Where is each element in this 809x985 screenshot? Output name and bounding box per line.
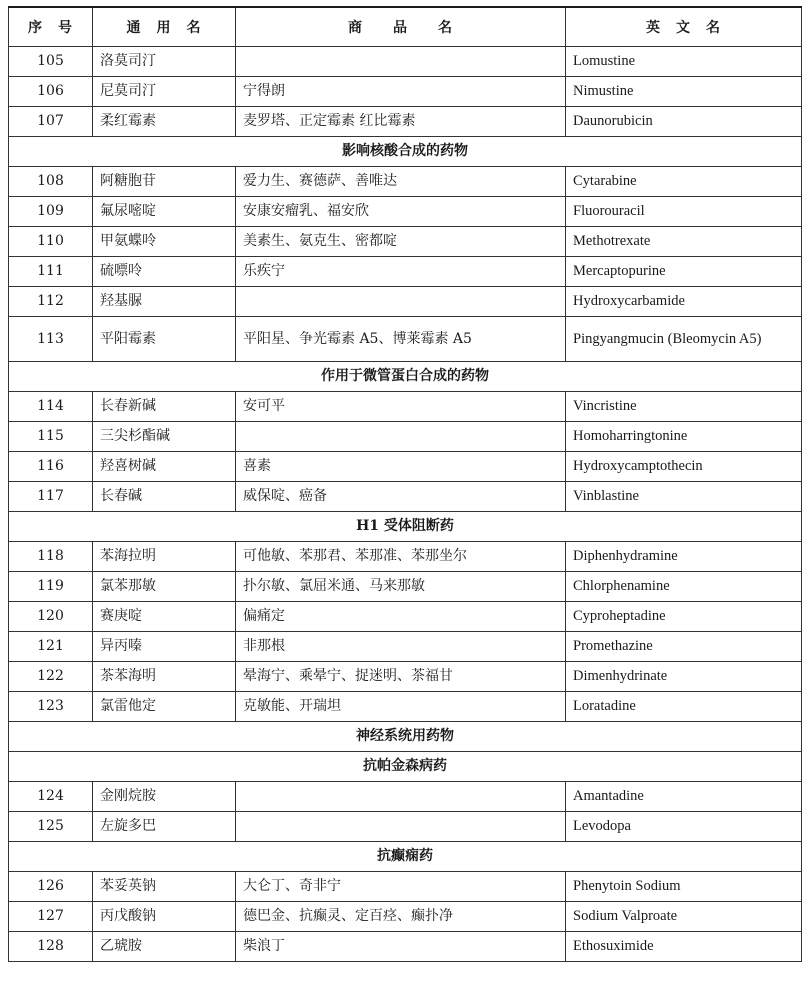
trade-name-cell: 偏痛定 [236, 602, 566, 632]
row-number: 109 [9, 197, 93, 227]
english-name-cell: Vinblastine [566, 482, 802, 512]
trade-name-cell: 安康安瘤乳、福安欣 [236, 197, 566, 227]
table-row [9, 662, 802, 692]
english-name-cell: Fluorouracil [566, 197, 802, 227]
generic-name-cell: 羟基脲 [93, 287, 236, 317]
trade-name-cell [236, 422, 566, 452]
english-name-cell: Cytarabine [566, 167, 802, 197]
row-number: 125 [9, 812, 93, 842]
generic-name-cell: 羟喜树碱 [93, 452, 236, 482]
english-name-cell: Hydroxycarbamide [566, 287, 802, 317]
section-header-row [9, 137, 802, 167]
trade-name-cell: 爱力生、赛德萨、善唯达 [236, 167, 566, 197]
english-name-cell: Sodium Valproate [566, 902, 802, 932]
table-row [9, 77, 802, 107]
table-row [9, 602, 802, 632]
trade-name-cell: 宁得朗 [236, 77, 566, 107]
row-number: 119 [9, 572, 93, 602]
row-number: 106 [9, 77, 93, 107]
table-row [9, 542, 802, 572]
english-name-cell: Cyproheptadine [566, 602, 802, 632]
english-name-cell: Pingyangmucin (Bleomycin A5) [566, 317, 802, 362]
table-row [9, 167, 802, 197]
generic-name-cell: 赛庚啶 [93, 602, 236, 632]
english-name-cell: Vincristine [566, 392, 802, 422]
english-name-cell: Hydroxycamptothecin [566, 452, 802, 482]
row-number: 108 [9, 167, 93, 197]
trade-name-cell [236, 812, 566, 842]
generic-name-cell: 洛莫司汀 [93, 47, 236, 77]
generic-name-cell: 苯海拉明 [93, 542, 236, 572]
trade-name-cell: 非那根 [236, 632, 566, 662]
row-number: 113 [9, 317, 93, 362]
table-row [9, 572, 802, 602]
section-title: 神经系统用药物 [9, 722, 802, 752]
table-row [9, 902, 802, 932]
header-number: 序 号 [9, 7, 93, 47]
generic-name-cell: 尼莫司汀 [93, 77, 236, 107]
generic-name-cell: 异丙嗪 [93, 632, 236, 662]
trade-name-cell: 柴浪丁 [236, 932, 566, 962]
table-row [9, 197, 802, 227]
trade-name-cell: 安可平 [236, 392, 566, 422]
english-name-cell: Homoharringtonine [566, 422, 802, 452]
header-row [9, 7, 802, 47]
english-name-cell: Levodopa [566, 812, 802, 842]
english-name-cell: Amantadine [566, 782, 802, 812]
table-row [9, 872, 802, 902]
english-name-cell: Ethosuximide [566, 932, 802, 962]
section-header-row [9, 512, 802, 542]
table-row [9, 452, 802, 482]
generic-name-cell: 金刚烷胺 [93, 782, 236, 812]
table-row [9, 317, 802, 362]
header-trade-name: 商 品 名 [236, 7, 566, 47]
row-number: 114 [9, 392, 93, 422]
row-number: 120 [9, 602, 93, 632]
english-name-cell: Chlorphenamine [566, 572, 802, 602]
generic-name-cell: 三尖杉酯碱 [93, 422, 236, 452]
row-number: 128 [9, 932, 93, 962]
trade-name-cell: 美素生、氨克生、密都啶 [236, 227, 566, 257]
section-title: 抗帕金森病药 [9, 752, 802, 782]
trade-name-cell [236, 47, 566, 77]
row-number: 122 [9, 662, 93, 692]
table-row [9, 782, 802, 812]
table-row [9, 107, 802, 137]
table-row [9, 482, 802, 512]
table-row [9, 692, 802, 722]
trade-name-cell: 克敏能、开瑞坦 [236, 692, 566, 722]
section-title: 影响核酸合成的药物 [9, 137, 802, 167]
row-number: 115 [9, 422, 93, 452]
trade-name-cell: 大仑丁、奇非宁 [236, 872, 566, 902]
row-number: 116 [9, 452, 93, 482]
trade-name-cell: 晕海宁、乘晕宁、捉迷明、茶福甘 [236, 662, 566, 692]
row-number: 107 [9, 107, 93, 137]
table-row [9, 392, 802, 422]
english-name-cell: Phenytoin Sodium [566, 872, 802, 902]
row-number: 121 [9, 632, 93, 662]
english-name-cell: Diphenhydramine [566, 542, 802, 572]
section-header-row [9, 722, 802, 752]
table-row [9, 812, 802, 842]
generic-name-cell: 左旋多巴 [93, 812, 236, 842]
section-title: 作用于微管蛋白合成的药物 [9, 362, 802, 392]
generic-name-cell: 氯雷他定 [93, 692, 236, 722]
generic-name-cell: 氯苯那敏 [93, 572, 236, 602]
trade-name-cell: 可他敏、苯那君、苯那准、苯那坐尔 [236, 542, 566, 572]
table-header [9, 7, 802, 47]
row-number: 126 [9, 872, 93, 902]
trade-name-cell: 扑尔敏、氯屈米通、马来那敏 [236, 572, 566, 602]
table-row [9, 257, 802, 287]
table-row [9, 47, 802, 77]
header-generic-name: 通 用 名 [93, 7, 236, 47]
trade-name-cell: 平阳星、争光霉素 A5、博莱霉素 A5 [236, 317, 566, 362]
english-name-cell: Loratadine [566, 692, 802, 722]
generic-name-cell: 柔红霉素 [93, 107, 236, 137]
english-name-cell: Daunorubicin [566, 107, 802, 137]
row-number: 124 [9, 782, 93, 812]
row-number: 123 [9, 692, 93, 722]
row-number: 118 [9, 542, 93, 572]
trade-name-cell: 乐疾宁 [236, 257, 566, 287]
table-row [9, 287, 802, 317]
section-header-row [9, 842, 802, 872]
trade-name-cell: 威保啶、癌备 [236, 482, 566, 512]
row-number: 105 [9, 47, 93, 77]
generic-name-cell: 甲氨蝶呤 [93, 227, 236, 257]
table-row [9, 227, 802, 257]
table-row [9, 632, 802, 662]
row-number: 117 [9, 482, 93, 512]
generic-name-cell: 硫嘌呤 [93, 257, 236, 287]
trade-name-cell: 喜素 [236, 452, 566, 482]
generic-name-cell: 平阳霉素 [93, 317, 236, 362]
drug-table-page [8, 6, 801, 962]
generic-name-cell: 长春碱 [93, 482, 236, 512]
table-row [9, 932, 802, 962]
trade-name-cell [236, 782, 566, 812]
header-english-name: 英 文 名 [566, 7, 802, 47]
table-row [9, 422, 802, 452]
english-name-cell: Nimustine [566, 77, 802, 107]
english-name-cell: Promethazine [566, 632, 802, 662]
row-number: 111 [9, 257, 93, 287]
table-body [9, 47, 802, 962]
section-title: 抗癫痫药 [9, 842, 802, 872]
english-name-cell: Lomustine [566, 47, 802, 77]
row-number: 112 [9, 287, 93, 317]
generic-name-cell: 茶苯海明 [93, 662, 236, 692]
row-number: 127 [9, 902, 93, 932]
trade-name-cell: 德巴金、抗癫灵、定百痉、癫扑净 [236, 902, 566, 932]
trade-name-cell [236, 287, 566, 317]
english-name-cell: Mercaptopurine [566, 257, 802, 287]
generic-name-cell: 阿糖胞苷 [93, 167, 236, 197]
generic-name-cell: 丙戊酸钠 [93, 902, 236, 932]
drug-table [8, 6, 802, 962]
section-header-row [9, 752, 802, 782]
trade-name-cell: 麦罗塔、正定霉素 红比霉素 [236, 107, 566, 137]
generic-name-cell: 乙琥胺 [93, 932, 236, 962]
section-header-row [9, 362, 802, 392]
generic-name-cell: 氟尿嘧啶 [93, 197, 236, 227]
section-title: H1 受体阻断药 [9, 512, 802, 542]
generic-name-cell: 长春新碱 [93, 392, 236, 422]
english-name-cell: Methotrexate [566, 227, 802, 257]
row-number: 110 [9, 227, 93, 257]
generic-name-cell: 苯妥英钠 [93, 872, 236, 902]
english-name-cell: Dimenhydrinate [566, 662, 802, 692]
